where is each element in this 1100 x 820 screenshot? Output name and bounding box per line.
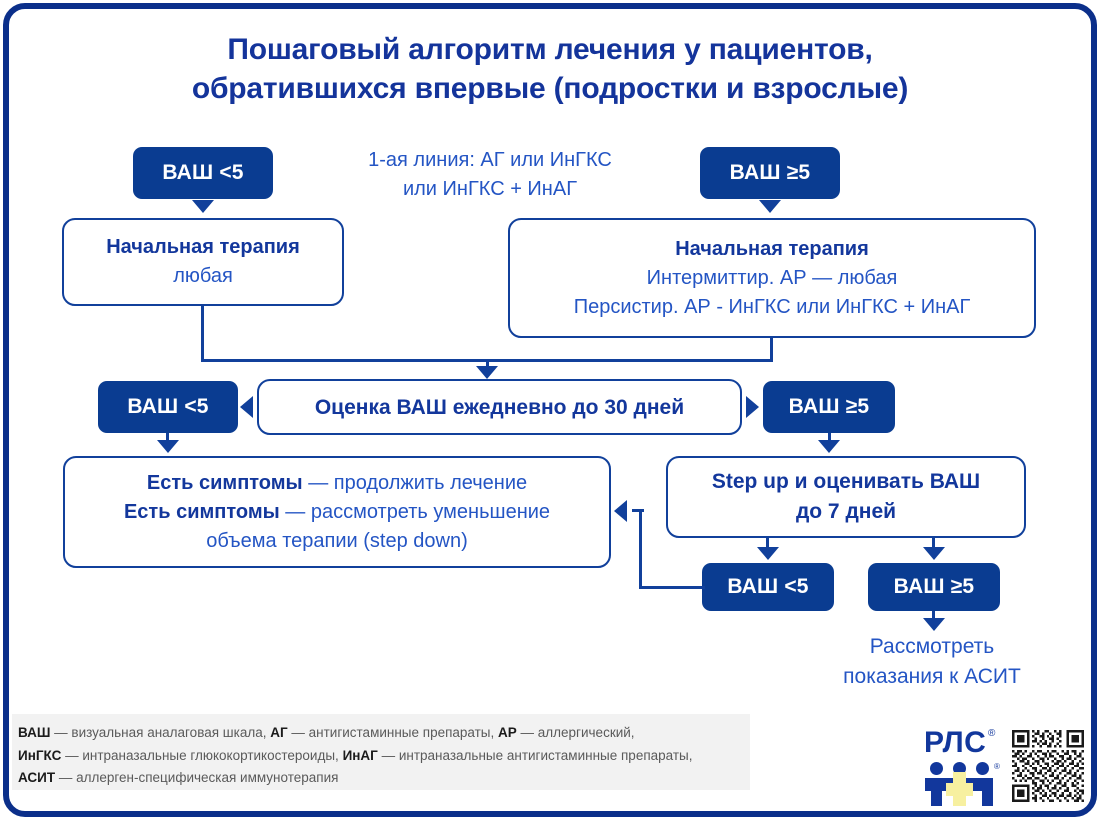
rls-logo[interactable] [924, 728, 1004, 806]
badge-vas-ge5-bottom[interactable] [868, 563, 1000, 611]
connector-left-initial-down [201, 306, 204, 362]
step-up-line-1: Step up и оценивать ВАШ [711, 470, 981, 493]
legend-def-ingks: — интраназальные глюкокортикостероиды, [61, 747, 343, 763]
legend-line-2 [18, 745, 748, 768]
symptoms-outcome-box [63, 456, 611, 568]
legend-def-ar: — аллергический, [516, 725, 635, 740]
legend-term-inag: ИнАГ [342, 747, 378, 763]
symptoms-line-2 [124, 498, 550, 527]
legend-def-vas: — визуальная аналаговая шкала, [50, 725, 271, 740]
badge-label: ВАШ ≥5 [893, 575, 975, 598]
symptoms-line-2-rest: — рассмотреть уменьшение [279, 500, 551, 523]
initial-therapy-right-body-2: Персистир. АР - ИнГКС или ИнГКС + ИнАГ [573, 295, 971, 318]
rls-figure-head-left [930, 762, 943, 775]
symptoms-line-1-bold: Есть симптомы [146, 471, 303, 494]
evaluation-box-label: Оценка ВАШ ежедневно до 30 дней [314, 395, 685, 419]
connector-feedback-h-lower [639, 586, 705, 589]
first-line-therapy-note [330, 146, 650, 204]
title-line-1: Пошаговый алгоритм лечения у пациентов, [227, 33, 873, 66]
arrow-ge5-to-asit [923, 618, 945, 631]
initial-therapy-right-heading: Начальная терапия [675, 237, 869, 260]
legend-def-ag: — антигистаминные препараты, [287, 725, 499, 740]
arrow-evaluation-to-lt5 [240, 396, 253, 418]
badge-label: ВАШ ≥5 [729, 161, 811, 184]
initial-therapy-right-body-1: Интермиттир. АР — любая [646, 266, 898, 289]
symptoms-line-3: объема терапии (step down) [206, 529, 468, 552]
legend-def-asit: — аллерген-специфическая иммунотерапия [55, 770, 339, 785]
initial-therapy-left-heading: Начальная терапия [106, 236, 300, 258]
initial-therapy-right-box [508, 218, 1036, 338]
connector-feedback-v [639, 509, 642, 589]
legend-def-inag: — интраназальные антигистаминные препараты, [377, 747, 693, 763]
badge-label: ВАШ <5 [727, 575, 809, 598]
asit-recommendation [782, 632, 1082, 692]
badge-vas-lt5-mid[interactable] [98, 381, 238, 433]
badge-label: ВАШ <5 [127, 395, 209, 418]
rls-figure-leg-left [931, 791, 942, 806]
legend-term-ingks: ИнГКС [18, 747, 62, 763]
evaluation-box [257, 379, 742, 435]
arrow-ge5-to-stepup [818, 440, 840, 453]
asit-line-1: Рассмотреть [869, 635, 995, 658]
step-up-line-2: до 7 дней [795, 500, 897, 523]
symptoms-line-2-bold: Есть симптомы [123, 500, 280, 523]
initial-therapy-left-body: любая [173, 265, 233, 287]
arrow-stepup-to-lt5 [757, 547, 779, 560]
badge-vas-ge5-mid[interactable] [763, 381, 895, 433]
legend-term-ar: АР [498, 725, 517, 740]
badge-vas-lt5-bottom[interactable] [702, 563, 834, 611]
first-line-note-2: или ИнГКС + ИнАГ [402, 178, 578, 200]
arrow-lt5-to-symptoms [157, 440, 179, 453]
initial-therapy-left-box [62, 218, 344, 306]
connector-feedback-h-upper [632, 509, 644, 512]
title-line-2: обратившихся впервые (подростки и взрослые) [191, 72, 909, 105]
arrow-to-evaluation-box [476, 366, 498, 379]
badge-vas-lt5-top[interactable] [133, 147, 273, 199]
legend-term-ag: АГ [270, 725, 288, 740]
first-line-note-1: 1-ая линия: АГ или ИнГКС [368, 149, 612, 171]
arrow-stepup-to-ge5 [923, 547, 945, 560]
abbreviations-legend [18, 722, 748, 790]
step-up-box [666, 456, 1026, 538]
rls-logo-wordmark: РЛС [924, 726, 987, 759]
registered-trademark-small-icon: ® [994, 762, 1000, 771]
rls-figure-leg-right [982, 791, 993, 806]
symptoms-line-1-rest: — продолжить лечение [302, 471, 528, 494]
symptoms-line-1 [147, 469, 527, 498]
arrow-lt5-to-initial-left [192, 200, 214, 213]
registered-trademark-icon: ® [988, 728, 996, 739]
legend-term-vas: ВАШ [18, 725, 51, 740]
qr-code-icon[interactable] [1012, 730, 1084, 802]
page-title [60, 30, 1040, 108]
arrow-evaluation-to-ge5 [746, 396, 759, 418]
legend-line-3 [18, 767, 748, 790]
rls-cross-horizontal [946, 783, 973, 796]
arrow-ge5-to-initial-right [759, 200, 781, 213]
legend-term-asit: АСИТ [18, 770, 56, 785]
asit-line-2: показания к АСИТ [843, 665, 1021, 688]
badge-vas-ge5-top[interactable] [700, 147, 840, 199]
badge-label: ВАШ <5 [162, 161, 244, 184]
rls-figure-head-right [976, 762, 989, 775]
arrow-feedback-to-symptoms [614, 500, 627, 522]
badge-label: ВАШ ≥5 [788, 395, 870, 418]
legend-line-1 [18, 722, 748, 745]
